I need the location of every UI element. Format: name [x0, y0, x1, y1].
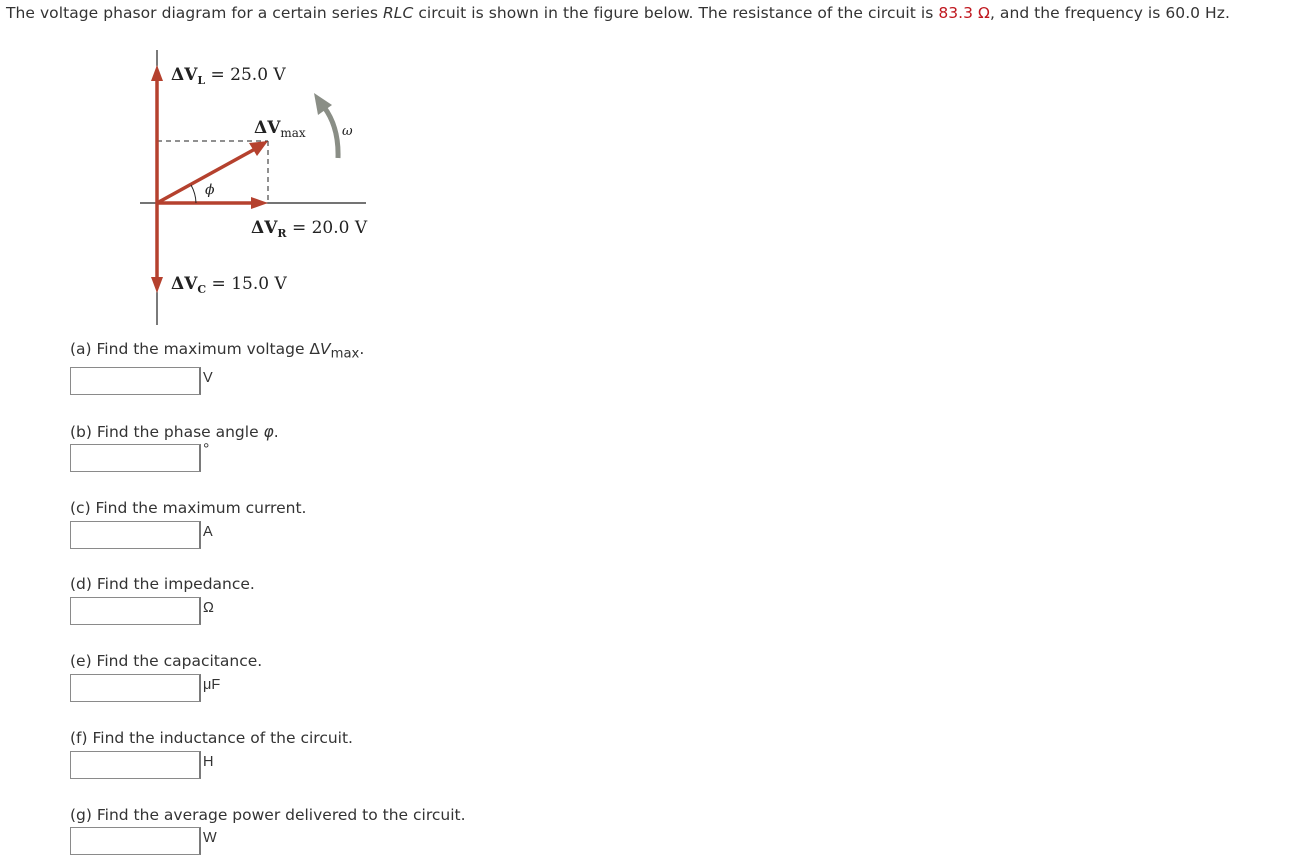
question-e	[70, 652, 262, 670]
unit-label-a: V	[203, 370, 213, 386]
omega-rotation-arrow	[324, 107, 338, 158]
question-c-text: (c) Find the maximum current.	[70, 499, 307, 517]
question-g	[70, 806, 466, 824]
question-g-text: (g) Find the average power delivered to the circuit.	[70, 806, 466, 824]
omega-label: ω	[342, 124, 353, 139]
unit-label-f: H	[203, 754, 214, 770]
question-e-text: (e) Find the capacitance.	[70, 652, 263, 670]
unit-label-c: A	[203, 524, 213, 540]
question-a-text: (a) Find the maximum voltage $\Delta V_{max}$.	[70, 340, 365, 362]
intro-text-3: , and the frequency is 60.0 Hz.	[989, 4, 1230, 22]
unit-label-g: W	[203, 830, 217, 846]
question-d	[70, 575, 255, 593]
problem-statement	[6, 4, 1230, 22]
answer-input-d[interactable]	[70, 597, 201, 625]
answer-input-a[interactable]	[70, 367, 201, 395]
question-b-text: (b) Find the phase angle φ.	[70, 423, 279, 441]
resistance-value: 83.3 Ω	[938, 4, 990, 22]
vr-label: $\Delta V_R = 20.0$ V	[251, 218, 368, 240]
intro-text-2: circuit is shown in the figure below. The resistance of the circuit is	[413, 4, 939, 22]
answer-input-c[interactable]	[70, 521, 201, 549]
question-f-text: (f) Find the inductance of the circuit.	[70, 729, 353, 747]
answer-input-g[interactable]	[70, 827, 201, 855]
phi-label: ϕ	[205, 182, 215, 198]
unit-label-d: Ω	[203, 600, 214, 616]
question-a	[70, 340, 364, 361]
question-f	[70, 729, 353, 747]
vl-label: $\Delta V_L = 25.0$ V	[171, 65, 286, 87]
circuit-type: RLC	[382, 4, 414, 22]
question-b	[70, 423, 279, 441]
unit-label-e: μF	[203, 677, 221, 693]
answer-input-e[interactable]	[70, 674, 201, 702]
phasor-diagram	[138, 45, 378, 330]
intro-text-1: The voltage phasor diagram for a certain series	[6, 4, 383, 22]
question-d-text: (d) Find the impedance.	[70, 575, 255, 593]
vc-arrowhead	[151, 277, 163, 293]
vc-label: $\Delta V_C = 15.0$ V	[171, 274, 287, 296]
answer-input-b[interactable]	[70, 444, 201, 472]
phase-angle-arc	[191, 185, 196, 203]
vl-arrowhead	[151, 65, 163, 81]
answer-input-f[interactable]	[70, 751, 201, 779]
unit-label-b: °	[203, 441, 210, 458]
vr-arrowhead	[251, 197, 268, 209]
vmax-label: $\Delta V_{max}$	[254, 118, 306, 140]
vmax-arrowhead	[249, 141, 268, 156]
question-c	[70, 499, 306, 517]
